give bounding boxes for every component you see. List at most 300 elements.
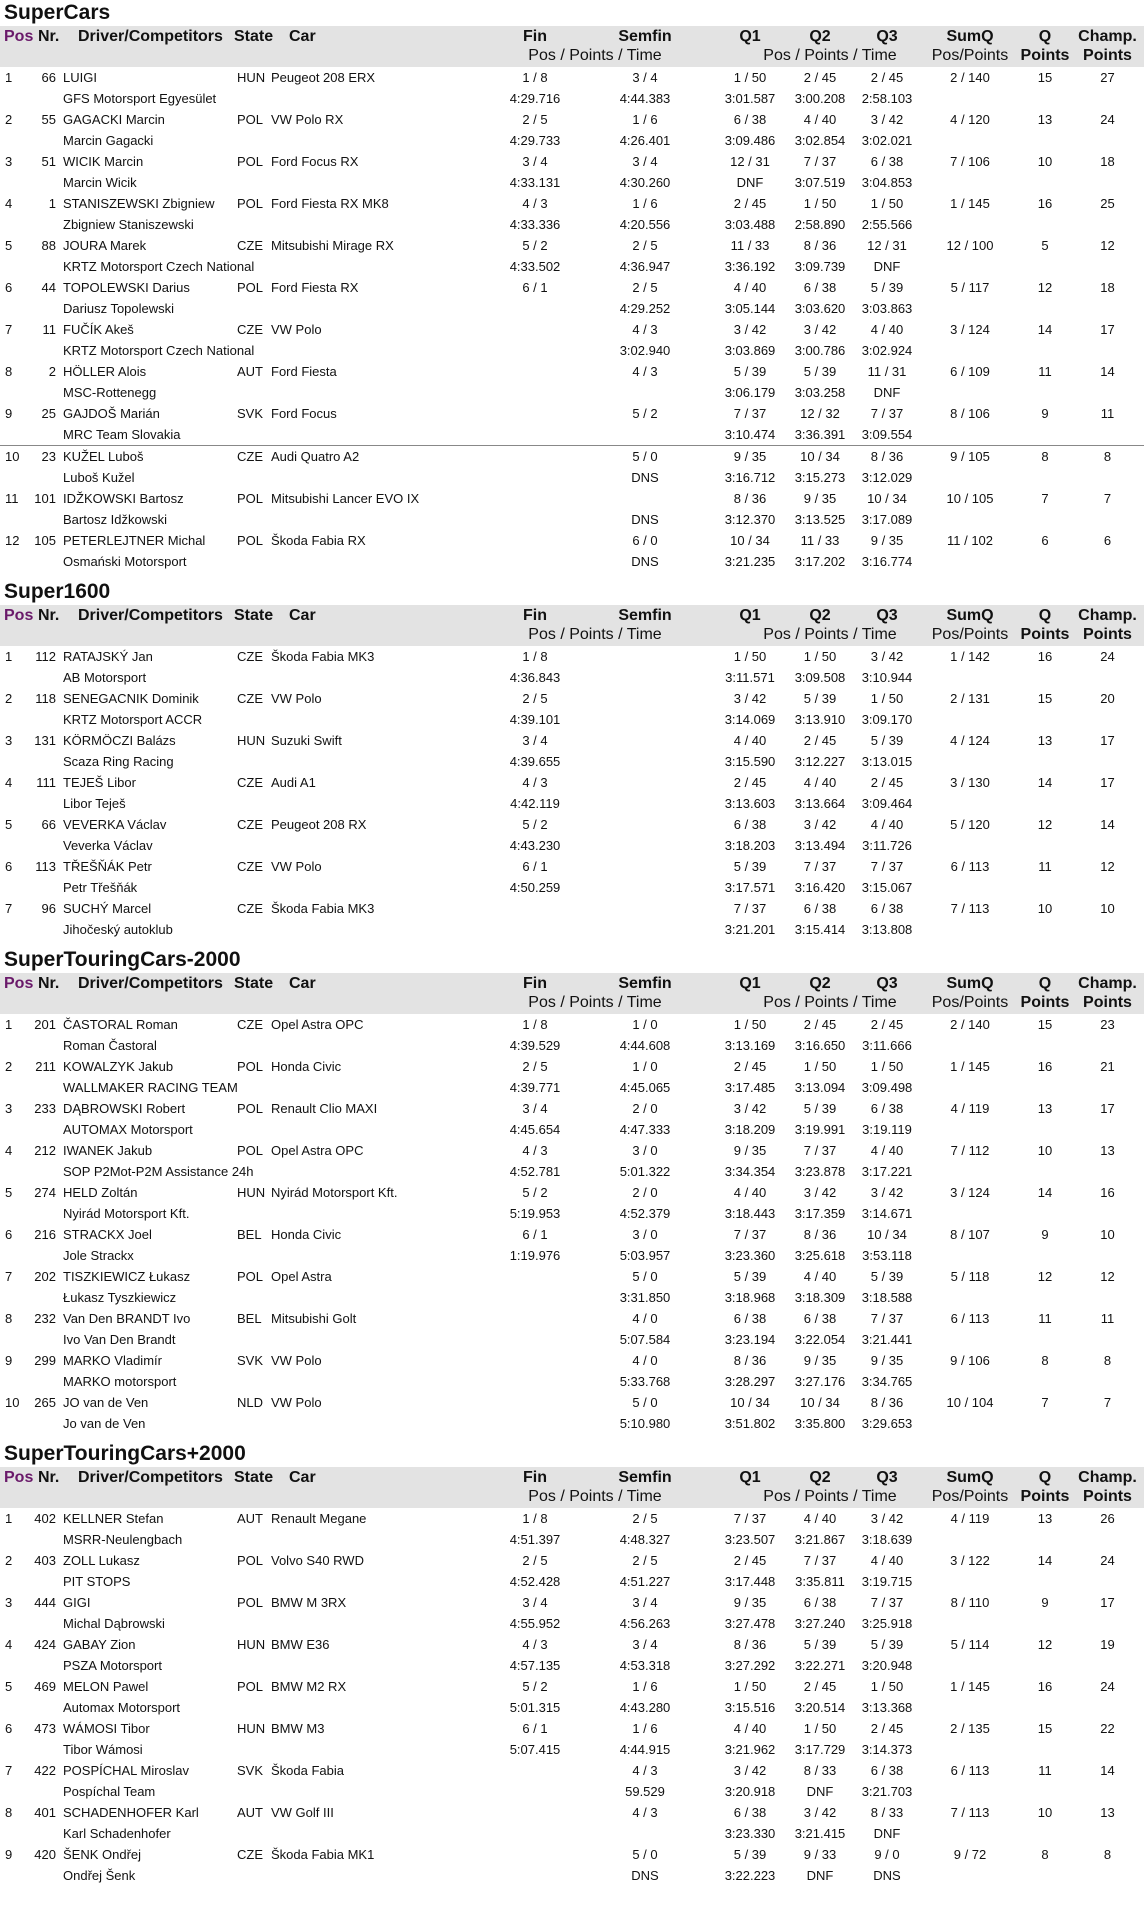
champ-points-cell: 17 — [1100, 1101, 1115, 1116]
q1-time-cell: 3:18.209 — [724, 1122, 776, 1137]
q3-time-cell: DNF — [873, 1826, 901, 1841]
driver-cell: HÖLLER Alois — [63, 364, 147, 379]
q2-cell: 3 / 42 — [803, 322, 837, 337]
q3-time-cell: 3:19.715 — [861, 1574, 913, 1589]
semfin-time-cell: 5:33.768 — [619, 1374, 671, 1389]
champ-points-cell: 24 — [1100, 649, 1115, 664]
q2-cell: 7 / 37 — [803, 859, 837, 874]
pos-cell: 3 — [5, 733, 13, 748]
state-cell: POL — [237, 280, 264, 295]
result-entry — [0, 1350, 1144, 1392]
header-q3: Q3 — [876, 975, 898, 992]
fin-cell: 4 / 3 — [522, 1143, 548, 1158]
driver-cell: MARKO Vladimír — [63, 1353, 162, 1368]
result-entry — [0, 646, 1144, 688]
result-entry — [0, 488, 1144, 530]
q-points-cell: 10 — [1037, 154, 1053, 169]
champ-points-cell: 14 — [1100, 1763, 1115, 1778]
champ-points-cell: 25 — [1100, 196, 1115, 211]
car-cell: Volvo S40 RWD — [271, 1553, 364, 1568]
result-entry — [0, 445, 1144, 488]
q2-time-cell: 3:13.910 — [794, 712, 846, 727]
q2-time-cell: 3:18.309 — [794, 1290, 846, 1305]
header-q-sub: Points — [1020, 626, 1070, 643]
q2-cell: 6 / 38 — [803, 1311, 837, 1326]
car-cell: VW Golf III — [271, 1805, 334, 1820]
pos-cell: 5 — [5, 817, 13, 832]
driver-cell: KELLNER Stefan — [63, 1511, 164, 1526]
semfin-time-cell: 4:44.915 — [619, 1742, 671, 1757]
q1-time-cell: 3:11.571 — [725, 670, 775, 685]
semfin-cell: 3 / 4 — [632, 154, 658, 169]
nr-cell: 96 — [41, 901, 56, 916]
nr-cell: 118 — [35, 691, 56, 706]
champ-points-cell: 8 — [1103, 449, 1112, 464]
q3-time-cell: 3:11.666 — [862, 1038, 912, 1053]
state-cell: HUN — [237, 1185, 266, 1200]
sumq-cell: 10 / 104 — [946, 1395, 994, 1410]
q1-time-cell: 3:27.478 — [724, 1616, 776, 1631]
q2-time-cell: 3:00.208 — [794, 91, 846, 106]
car-cell: VW Polo — [271, 859, 322, 874]
semfin-time-cell: 4:43.280 — [619, 1700, 671, 1715]
pos-cell: 3 — [5, 154, 13, 169]
semfin-time-cell: 5:07.584 — [619, 1332, 671, 1347]
pos-cell: 10 — [5, 1395, 20, 1410]
state-cell: CZE — [237, 322, 263, 337]
q3-cell: 6 / 38 — [870, 1101, 904, 1116]
section-spacer — [0, 940, 1144, 947]
class-section-3 — [0, 947, 1144, 1441]
q3-cell: 3 / 42 — [870, 1185, 904, 1200]
nr-cell: 420 — [34, 1847, 56, 1862]
q1-cell: 8 / 36 — [733, 1637, 767, 1652]
team-cell: MRC Team Slovakia — [63, 427, 181, 442]
table-header — [0, 973, 1144, 1014]
q1-cell: 5 / 39 — [733, 1269, 767, 1284]
q-points-cell: 14 — [1037, 322, 1053, 337]
fin-time-cell: 5:19.953 — [509, 1206, 561, 1221]
table-header — [0, 605, 1144, 646]
q2-cell: 3 / 42 — [803, 1805, 837, 1820]
car-cell: Škoda Fabia MK1 — [271, 1847, 375, 1862]
car-cell: Ford Focus RX — [271, 154, 359, 169]
sumq-cell: 3 / 124 — [950, 322, 990, 337]
team-cell: Marcin Gagacki — [63, 133, 154, 148]
fin-time-cell: 4:57.135 — [509, 1658, 561, 1673]
fin-cell: 4 / 3 — [522, 1637, 548, 1652]
result-entry — [0, 151, 1144, 193]
nr-cell: 113 — [35, 859, 56, 874]
fin-cell: 3 / 4 — [522, 1595, 548, 1610]
q2-cell: 9 / 33 — [803, 1847, 837, 1862]
q3-cell: 1 / 50 — [870, 196, 904, 211]
champ-points-cell: 11 — [1100, 406, 1115, 421]
header-q3: Q3 — [876, 28, 898, 45]
q2-cell: 7 / 37 — [803, 1143, 837, 1158]
q2-time-cell: 3:13.094 — [794, 1080, 846, 1095]
q3-cell: 5 / 39 — [870, 1269, 904, 1284]
semfin-time-cell: 4:20.556 — [619, 217, 671, 232]
q3-cell: 9 / 35 — [870, 1353, 904, 1368]
q2-cell: 4 / 40 — [803, 112, 837, 127]
team-cell: PSZA Motorsport — [63, 1658, 162, 1673]
sumq-cell: 9 / 105 — [950, 449, 990, 464]
q1-cell: 3 / 42 — [733, 1101, 767, 1116]
q2-cell: 5 / 39 — [803, 1637, 837, 1652]
q2-cell: 4 / 40 — [803, 1511, 837, 1526]
pos-cell: 8 — [5, 364, 13, 379]
semfin-cell: 3 / 0 — [632, 1227, 658, 1242]
champ-points-cell: 7 — [1103, 491, 1112, 506]
state-cell: POL — [237, 154, 264, 169]
header-car: Car — [289, 1469, 316, 1486]
pos-cell: 5 — [5, 238, 13, 253]
header-q3: Q3 — [876, 1469, 898, 1486]
driver-cell: JOURA Marek — [63, 238, 147, 253]
semfin-cell: 5 / 0 — [632, 1395, 658, 1410]
sumq-cell: 3 / 124 — [950, 1185, 990, 1200]
q2-cell: 2 / 45 — [803, 1679, 837, 1694]
class-title: SuperTouringCars-2000 — [4, 948, 241, 971]
result-entry — [0, 1224, 1144, 1266]
pos-cell: 7 — [5, 901, 13, 916]
q3-cell: 7 / 37 — [870, 1595, 904, 1610]
nr-cell: 424 — [34, 1637, 56, 1652]
q2-time-cell: 3:35.800 — [794, 1416, 846, 1431]
semfin-cell: 3 / 4 — [632, 1595, 658, 1610]
fin-cell: 5 / 2 — [522, 1185, 548, 1200]
result-entry — [0, 1266, 1144, 1308]
sumq-cell: 11 / 102 — [946, 533, 994, 548]
pos-cell: 5 — [5, 1185, 13, 1200]
team-cell: Luboš Kužel — [63, 470, 135, 485]
q-points-cell: 7 — [1041, 1395, 1049, 1410]
q3-cell: 3 / 42 — [870, 1511, 904, 1526]
state-cell: BEL — [237, 1227, 262, 1242]
state-cell: CZE — [237, 449, 263, 464]
q2-cell: 9 / 35 — [803, 491, 837, 506]
q1-cell: 4 / 40 — [733, 1185, 767, 1200]
result-entry — [0, 67, 1144, 109]
car-cell: Peugeot 208 ERX — [271, 70, 376, 85]
team-cell: GFS Motorsport Egyesület — [63, 91, 217, 106]
q-points-cell: 12 — [1037, 1637, 1053, 1652]
pos-cell: 1 — [5, 1017, 13, 1032]
fin-cell: 2 / 5 — [522, 112, 548, 127]
champ-points-cell: 13 — [1100, 1805, 1115, 1820]
nr-cell: 23 — [41, 449, 56, 464]
q-points-cell: 16 — [1037, 1679, 1053, 1694]
header-sumq-sub: Pos/Points — [931, 626, 1009, 643]
car-cell: Audi A1 — [271, 775, 316, 790]
fin-cell: 1 / 8 — [522, 649, 548, 664]
q3-time-cell: 3:34.765 — [861, 1374, 913, 1389]
pos-cell: 8 — [5, 1311, 13, 1326]
sumq-cell: 4 / 120 — [950, 112, 990, 127]
team-cell: Petr Třešňák — [63, 880, 138, 895]
q3-cell: 3 / 42 — [870, 112, 904, 127]
sumq-cell: 3 / 130 — [950, 775, 990, 790]
q2-cell: 3 / 42 — [803, 817, 837, 832]
q2-time-cell: 3:00.786 — [794, 343, 846, 358]
car-cell: VW Polo RX — [271, 112, 344, 127]
nr-cell: 212 — [34, 1143, 56, 1158]
header-semfin: Semfin — [618, 975, 672, 992]
semfin-time-cell: 5:01.322 — [619, 1164, 671, 1179]
sumq-cell: 1 / 145 — [950, 1059, 990, 1074]
nr-cell: 51 — [41, 154, 56, 169]
driver-cell: MELON Pawel — [63, 1679, 149, 1694]
result-entry — [0, 856, 1144, 898]
q-points-cell: 11 — [1038, 859, 1052, 874]
q3-time-cell: 3:02.021 — [861, 133, 913, 148]
state-cell: CZE — [237, 775, 263, 790]
pos-cell: 1 — [5, 70, 13, 85]
q-points-cell: 9 — [1041, 406, 1049, 421]
header-sumq: SumQ — [946, 607, 994, 624]
semfin-time-cell: 4:56.263 — [619, 1616, 671, 1631]
q-points-cell: 14 — [1037, 1185, 1053, 1200]
q2-time-cell: 3:21.415 — [794, 1826, 846, 1841]
pos-cell: 4 — [5, 1143, 13, 1158]
semfin-cell: 5 / 2 — [632, 406, 658, 421]
driver-cell: KUŽEL Luboš — [63, 449, 144, 464]
semfin-cell: 3 / 4 — [632, 70, 658, 85]
pos-cell: 9 — [5, 406, 13, 421]
header-q: Q — [1038, 1469, 1052, 1486]
driver-cell: SCHADENHOFER Karl — [63, 1805, 199, 1820]
team-cell: Marcin Wicik — [63, 175, 137, 190]
header-champ: Champ. — [1078, 975, 1137, 992]
q-points-cell: 11 — [1038, 1311, 1052, 1326]
q3-cell: 5 / 39 — [870, 1637, 904, 1652]
header-pos: Pos — [4, 28, 34, 45]
car-cell: Mitsubishi Golt — [271, 1311, 357, 1326]
q1-cell: 4 / 40 — [733, 1721, 767, 1736]
state-cell: POL — [237, 1269, 264, 1284]
sumq-cell: 6 / 113 — [950, 1311, 990, 1326]
q3-time-cell: 3:21.441 — [861, 1332, 913, 1347]
fin-time-cell: 4:52.781 — [509, 1164, 561, 1179]
sumq-cell: 1 / 145 — [950, 1679, 990, 1694]
fin-time-cell: 5:07.415 — [509, 1742, 561, 1757]
semfin-time-cell: 4:36.947 — [619, 259, 671, 274]
team-cell: Łukasz Tyszkiewicz — [63, 1290, 177, 1305]
q3-time-cell: 3:20.948 — [861, 1658, 913, 1673]
sumq-cell: 5 / 114 — [950, 1637, 990, 1652]
q1-cell: 7 / 37 — [733, 406, 767, 421]
q3-cell: 2 / 45 — [870, 70, 904, 85]
fin-cell: 1 / 8 — [522, 1017, 548, 1032]
q1-cell: 9 / 35 — [733, 449, 767, 464]
sumq-cell: 8 / 110 — [950, 1595, 990, 1610]
pos-cell: 1 — [5, 1511, 13, 1526]
header-q: Q — [1038, 607, 1052, 624]
q1-time-cell: 3:06.179 — [724, 385, 776, 400]
pos-cell: 7 — [5, 1269, 13, 1284]
q2-cell: 3 / 42 — [803, 1185, 837, 1200]
q1-cell: 8 / 36 — [733, 1353, 767, 1368]
q2-time-cell: 3:17.202 — [794, 554, 846, 569]
champ-points-cell: 10 — [1100, 901, 1115, 916]
header-q1: Q1 — [739, 975, 761, 992]
q1-time-cell: 3:34.354 — [724, 1164, 776, 1179]
team-cell: KRTZ Motorsport ACCR — [63, 712, 203, 727]
q2-cell: 10 / 34 — [800, 449, 840, 464]
q3-time-cell: DNF — [873, 385, 901, 400]
q3-time-cell: 3:18.639 — [861, 1532, 913, 1547]
team-cell: Ivo Van Den Brandt — [63, 1332, 176, 1347]
driver-cell: TISZKIEWICZ Łukasz — [63, 1269, 191, 1284]
header-champ-sub: Points — [1083, 626, 1132, 643]
section-spacer — [0, 1886, 1144, 1893]
pos-cell: 11 — [5, 491, 19, 506]
sumq-cell: 4 / 119 — [950, 1101, 990, 1116]
fin-cell: 6 / 1 — [522, 1227, 548, 1242]
state-cell: POL — [237, 1101, 264, 1116]
champ-points-cell: 27 — [1100, 70, 1115, 85]
q1-cell: 6 / 38 — [733, 1311, 767, 1326]
champ-points-cell: 18 — [1100, 154, 1115, 169]
result-entry — [0, 1508, 1144, 1550]
header-driver: Driver/Competitors — [78, 607, 223, 624]
q2-time-cell: 3:15.273 — [794, 470, 846, 485]
q2-cell: 6 / 38 — [803, 901, 837, 916]
pos-cell: 1 — [5, 649, 13, 664]
state-cell: HUN — [237, 1637, 266, 1652]
header-pos-points-time-2: Pos / Points / Time — [763, 994, 897, 1011]
q1-time-cell: 3:15.590 — [724, 754, 776, 769]
car-cell: Mitsubishi Mirage RX — [271, 238, 394, 253]
team-cell: AUTOMAX Motorsport — [63, 1122, 193, 1137]
header-nr: Nr. — [38, 28, 60, 45]
driver-cell: TŘEŠŇÁK Petr — [63, 859, 152, 874]
fin-time-cell: 5:01.315 — [509, 1700, 561, 1715]
car-cell: Honda Civic — [271, 1227, 342, 1242]
semfin-time-cell: 4:45.065 — [619, 1080, 671, 1095]
sumq-cell: 8 / 107 — [950, 1227, 990, 1242]
pos-cell: 8 — [5, 1805, 13, 1820]
q3-time-cell: 3:17.221 — [861, 1164, 913, 1179]
nr-cell: 422 — [34, 1763, 56, 1778]
q-points-cell: 13 — [1037, 112, 1053, 127]
q-points-cell: 6 — [1041, 533, 1049, 548]
q3-cell: 9 / 35 — [870, 533, 904, 548]
result-entry — [0, 403, 1144, 445]
fin-time-cell: 1:19.976 — [509, 1248, 561, 1263]
q1-time-cell: 3:14.069 — [724, 712, 776, 727]
champ-points-cell: 10 — [1100, 1227, 1115, 1242]
car-cell: Opel Astra OPC — [271, 1017, 364, 1032]
q2-time-cell: 3:17.359 — [794, 1206, 846, 1221]
state-cell: AUT — [237, 364, 263, 379]
q3-cell: 8 / 36 — [870, 449, 904, 464]
q3-time-cell: 3:13.808 — [861, 922, 913, 937]
q2-cell: 6 / 38 — [803, 1595, 837, 1610]
q3-time-cell: 3:14.373 — [861, 1742, 913, 1757]
q1-cell: 7 / 37 — [733, 901, 767, 916]
pos-cell: 3 — [5, 1595, 13, 1610]
q2-time-cell: 3:23.878 — [794, 1164, 846, 1179]
fin-time-cell: 4:33.336 — [509, 217, 561, 232]
header-champ: Champ. — [1078, 607, 1137, 624]
header-q1: Q1 — [739, 1469, 761, 1486]
q-points-cell: 9 — [1041, 1227, 1049, 1242]
fin-cell: 5 / 2 — [522, 238, 548, 253]
semfin-cell: 4 / 3 — [632, 1805, 658, 1820]
q2-cell: 4 / 40 — [803, 775, 837, 790]
sumq-cell: 1 / 145 — [950, 196, 990, 211]
car-cell: Peugeot 208 RX — [271, 817, 367, 832]
state-cell: SVK — [237, 1763, 264, 1778]
q3-cell: 5 / 39 — [870, 733, 904, 748]
semfin-cell: 1 / 0 — [632, 1059, 658, 1074]
header-pos-points-time-1: Pos / Points / Time — [528, 994, 662, 1011]
q2-time-cell: 3:20.514 — [794, 1700, 846, 1715]
pos-cell: 2 — [5, 1553, 13, 1568]
q1-time-cell: 3:18.443 — [724, 1206, 776, 1221]
header-q3: Q3 — [876, 607, 898, 624]
q1-time-cell: 3:15.516 — [724, 1700, 776, 1715]
q2-time-cell: 3:22.271 — [794, 1658, 846, 1673]
team-cell: Roman Častoral — [63, 1038, 157, 1053]
fin-cell: 5 / 2 — [522, 1679, 548, 1694]
champ-points-cell: 22 — [1100, 1721, 1115, 1736]
q1-time-cell: 3:21.235 — [724, 554, 776, 569]
sumq-cell: 7 / 106 — [950, 154, 990, 169]
q2-cell: 2 / 45 — [803, 1017, 837, 1032]
fin-time-cell: 4:39.655 — [509, 754, 561, 769]
result-entry — [0, 1182, 1144, 1224]
result-entry — [0, 898, 1144, 940]
semfin-cell: 4 / 3 — [632, 1763, 658, 1778]
nr-cell: 211 — [35, 1059, 56, 1074]
semfin-cell: 4 / 0 — [632, 1311, 658, 1326]
header-state: State — [234, 1469, 274, 1486]
q1-time-cell: 3:16.712 — [724, 470, 776, 485]
q2-cell: 8 / 36 — [803, 238, 837, 253]
semfin-time-cell: 4:30.260 — [619, 175, 671, 190]
q3-time-cell: 3:13.015 — [861, 754, 913, 769]
sumq-cell: 12 / 100 — [946, 238, 994, 253]
fin-cell: 1 / 8 — [522, 1511, 548, 1526]
car-cell: Suzuki Swift — [271, 733, 342, 748]
car-cell: Ford Fiesta RX — [271, 280, 359, 295]
q-points-cell: 10 — [1037, 1805, 1053, 1820]
champ-points-cell: 12 — [1100, 859, 1115, 874]
champ-points-cell: 12 — [1100, 1269, 1115, 1284]
q3-time-cell: 3:03.863 — [861, 301, 913, 316]
team-cell: Automax Motorsport — [63, 1700, 181, 1715]
fin-cell: 2 / 5 — [522, 691, 548, 706]
state-cell: POL — [237, 1143, 264, 1158]
semfin-time-cell: DNS — [631, 1868, 659, 1883]
q1-cell: 5 / 39 — [733, 1847, 767, 1862]
fin-cell: 4 / 3 — [522, 775, 548, 790]
result-entry — [0, 814, 1144, 856]
sumq-cell: 6 / 113 — [950, 1763, 990, 1778]
champ-points-cell: 8 — [1103, 1353, 1112, 1368]
q-points-cell: 7 — [1041, 491, 1049, 506]
header-q-sub: Points — [1020, 994, 1070, 1011]
semfin-time-cell: DNS — [631, 470, 659, 485]
car-cell: Škoda Fabia MK3 — [271, 901, 375, 916]
q3-cell: 11 / 31 — [867, 364, 907, 379]
q2-cell: 8 / 36 — [803, 1227, 837, 1242]
q3-cell: 6 / 38 — [870, 901, 904, 916]
q-points-cell: 16 — [1037, 649, 1053, 664]
